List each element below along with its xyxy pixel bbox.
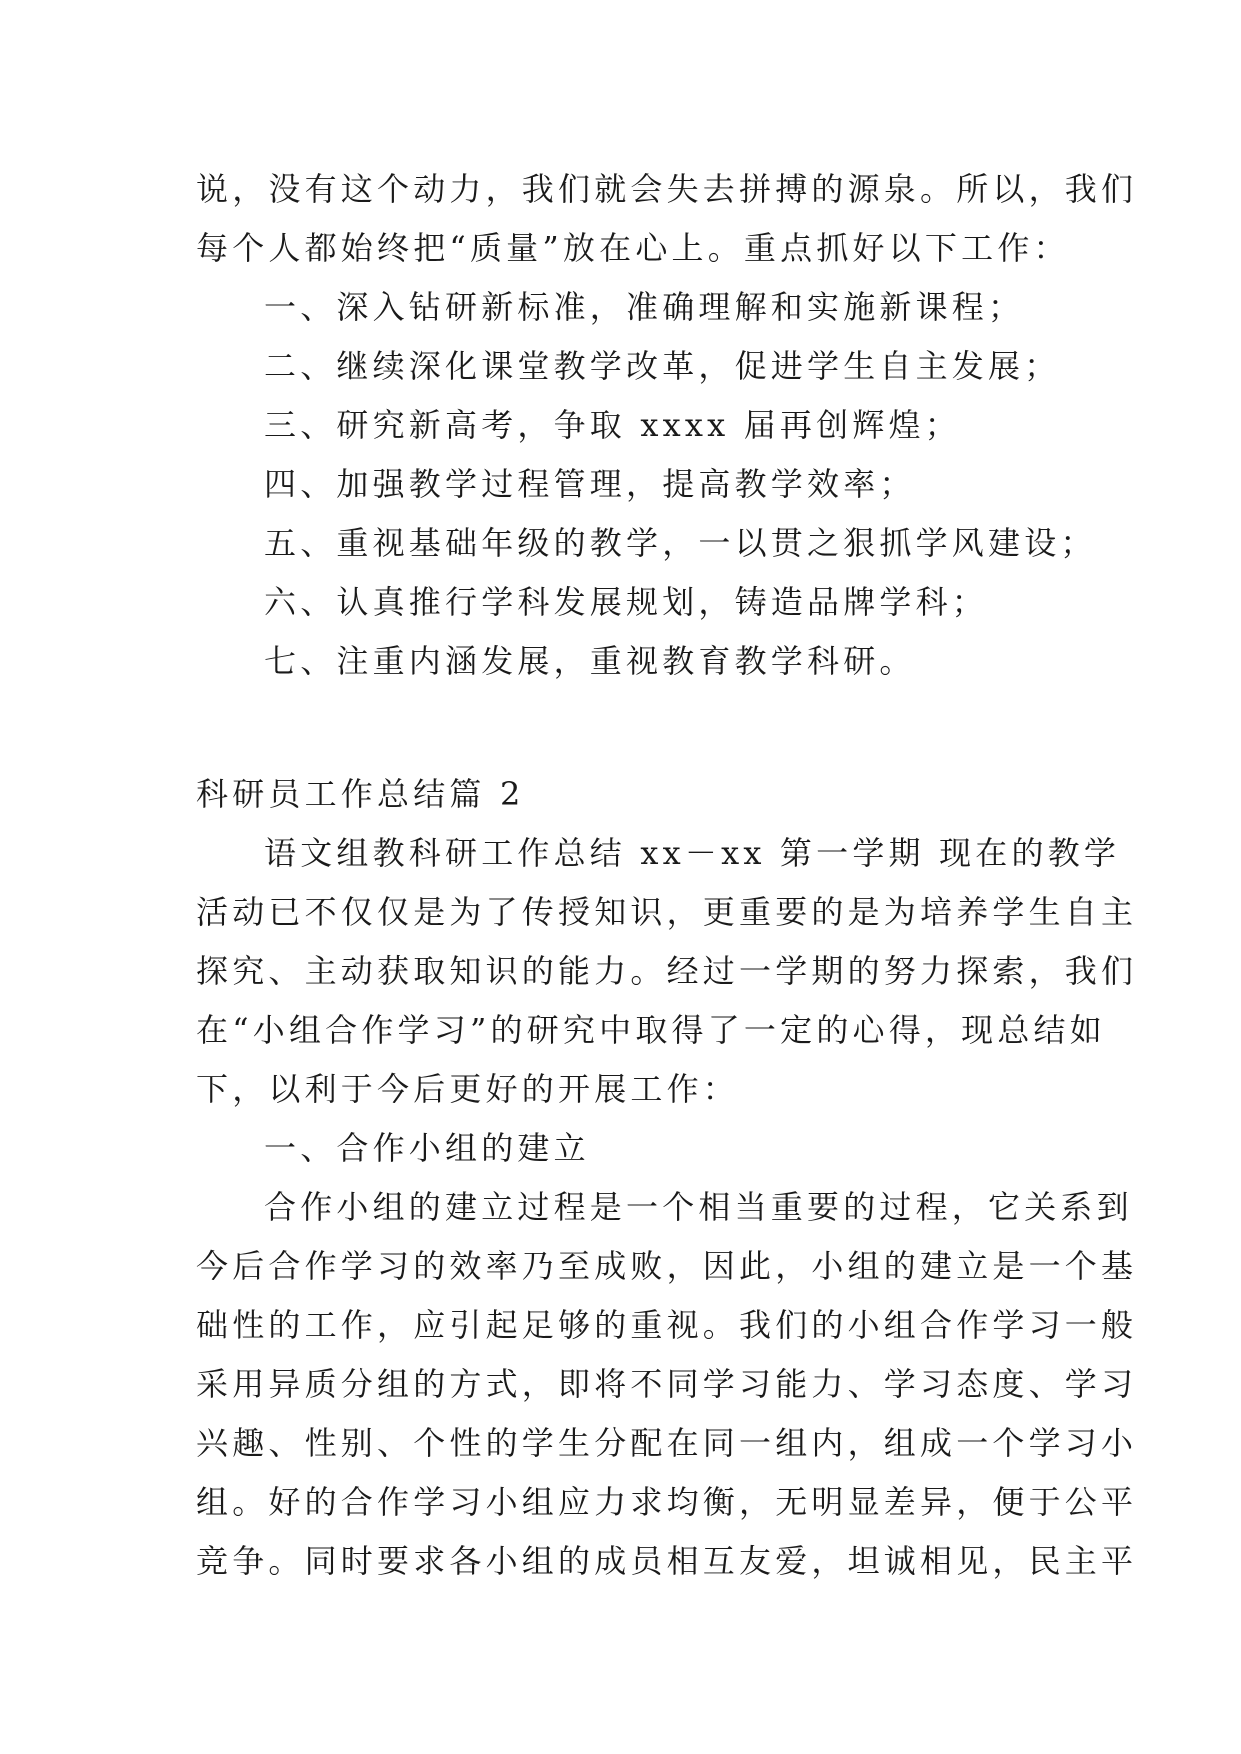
paragraph-line: 今后合作学习的效率乃至成败，因此，小组的建立是一个基 <box>196 1247 1138 1285</box>
paragraph-line: 探究、主动获取知识的能力。经过一学期的努力探索，我们 <box>196 952 1138 990</box>
paragraph-line: 组。好的合作学习小组应力求均衡，无明显差异，便于公平 <box>196 1483 1138 1521</box>
intro-line: 说，没有这个动力，我们就会失去拼搏的源泉。所以，我们 <box>196 170 1138 208</box>
section-title: 科研员工作总结篇 2 <box>196 775 525 813</box>
work-item: 六、认真推行学科发展规划，铸造品牌学科； <box>264 583 989 621</box>
paragraph-line: 采用异质分组的方式，即将不同学习能力、学习态度、学习 <box>196 1365 1138 1403</box>
work-item: 二、继续深化课堂教学改革，促进学生自主发展； <box>264 347 1061 385</box>
work-item: 五、重视基础年级的教学，一以贯之狠抓学风建设； <box>264 524 1097 562</box>
work-item: 四、加强教学过程管理，提高教学效率； <box>264 465 916 503</box>
work-item: 三、研究新高考，争取 xxxx 届再创辉煌； <box>264 406 961 444</box>
paragraph-line: 语文组教科研工作总结 xx－xx 第一学期 现在的教学 <box>264 834 1121 872</box>
paragraph-line: 下，以利于今后更好的开展工作： <box>196 1070 740 1108</box>
paragraph-line: 在“小组合作学习”的研究中取得了一定的心得，现总结如 <box>196 1011 1106 1049</box>
intro-line: 每个人都始终把“质量”放在心上。重点抓好以下工作： <box>196 229 1070 267</box>
work-item: 一、深入钻研新标准，准确理解和实施新课程； <box>264 288 1025 326</box>
paragraph-line: 活动已不仅仅是为了传授知识，更重要的是为培养学生自主 <box>196 893 1138 931</box>
subheading: 一、合作小组的建立 <box>264 1129 590 1167</box>
paragraph-line: 础性的工作，应引起足够的重视。我们的小组合作学习一般 <box>196 1306 1138 1344</box>
work-item: 七、注重内涵发展，重视教育教学科研。 <box>264 642 916 680</box>
paragraph-line: 兴趣、性别、个性的学生分配在同一组内，组成一个学习小 <box>196 1424 1138 1462</box>
document-body <box>196 160 1138 1591</box>
paragraph-line: 竞争。同时要求各小组的成员相互友爱，坦诚相见，民主平 <box>196 1542 1138 1580</box>
section-gap <box>196 691 1066 765</box>
paragraph-line: 合作小组的建立过程是一个相当重要的过程，它关系到 <box>264 1188 1133 1226</box>
